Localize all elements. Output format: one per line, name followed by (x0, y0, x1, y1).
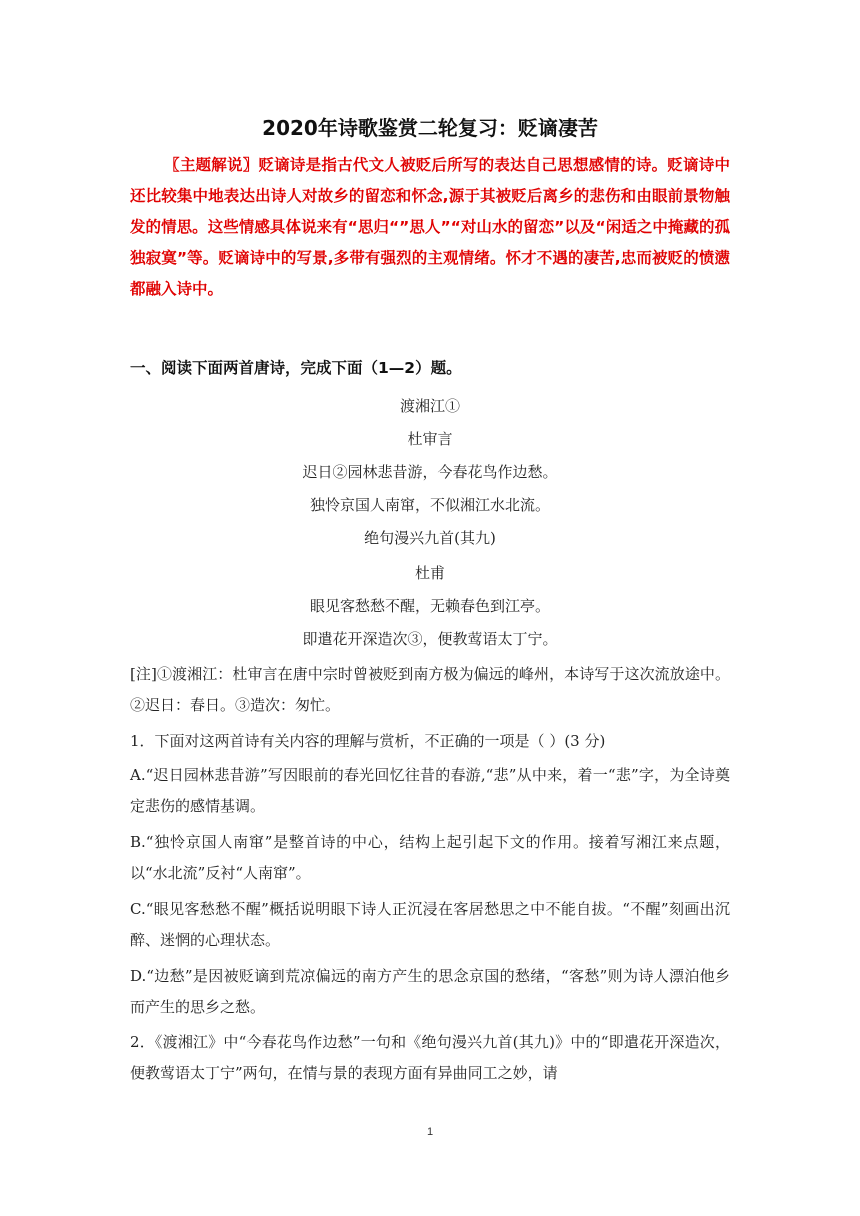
theme-intro: 〖主题解说〗贬谪诗是指古代文人被贬后所写的表达自己思想感情的诗。贬谪诗中还比较集中地表达出诗人对故乡的留恋和怀念,源于其被贬后离乡的悲伤和由眼前景物触发的情思。这些情感具体说来有“思归“”思人”“对山水的留恋”以及“闲适之中掩藏的孤独寂寞”等。贬谪诗中的写景,多带有强烈的主观情绪。怀才不遇的凄苦,忠而被贬的愤懑都融入诗中。 (130, 156, 730, 298)
section-heading: 一、阅读下面两首唐诗，完成下面（1—2）题。 (130, 359, 462, 377)
question1-option-b: B.“独怜京国人南窜”是整首诗的中心，结构上起引起下文的作用。接着写湘江来点题，以“水北流”反衬“人南窜”。 (130, 833, 730, 882)
poem2-title: 绝句漫兴九首(其九) (364, 529, 496, 547)
poem2-line-1: 眼见客愁愁不醒，无赖春色到江亭。 (309, 597, 550, 615)
poem2-line-2: 即遣花开深造次③，便教莺语太丁宁。 (302, 630, 558, 648)
question1-option-a: A.“迟日园林悲昔游”写因眼前的春光回忆往昔的春游,“悲”从中来，着一“悲”字，为全诗奠定悲伤的感情基调。 (130, 766, 730, 815)
poem1-line-2: 独怜京国人南窜，不似湘江水北流。 (309, 496, 550, 514)
question1-option-c: C.“眼见客愁愁不醒”概括说明眼下诗人正沉浸在客居愁思之中不能自拔。“不醒”刻画出沉醉、迷惘的心理状态。 (130, 900, 730, 949)
poem1-title: 渡湘江① (399, 397, 460, 415)
question1-option-d: D.“边愁”是因被贬谪到荒凉偏远的南方产生的思念京国的愁绪，“客愁”则为诗人漂泊他乡而产生的思乡之愁。 (130, 967, 730, 1016)
question1-stem: 1．下面对这两首诗有关内容的理解与赏析，不正确的一项是（ ）(3 分) (130, 732, 606, 750)
page-number: 1 (426, 1126, 434, 1138)
poem1-line-1: 迟日②园林悲昔游，今春花鸟作边愁。 (302, 463, 558, 481)
annotation-note: [注]①渡湘江：杜审言在唐中宗时曾被贬到南方极为偏远的峰州，本诗写于这次流放途中。②迟日：春日。③造次：匆忙。 (130, 665, 730, 714)
question2-stem: 2．《渡湘江》中“今春花鸟作边愁”一句和《绝句漫兴九首(其九)》中的“即遣花开深造次，便教莺语太丁宁”两句，在情与景的表现方面有异曲同工之妙，请 (130, 1033, 730, 1082)
poem2-author: 杜甫 (414, 564, 445, 582)
poem1-author: 杜审言 (407, 430, 453, 448)
page-title: 2020年诗歌鉴赏二轮复习：贬谪凄苦 (262, 116, 598, 140)
